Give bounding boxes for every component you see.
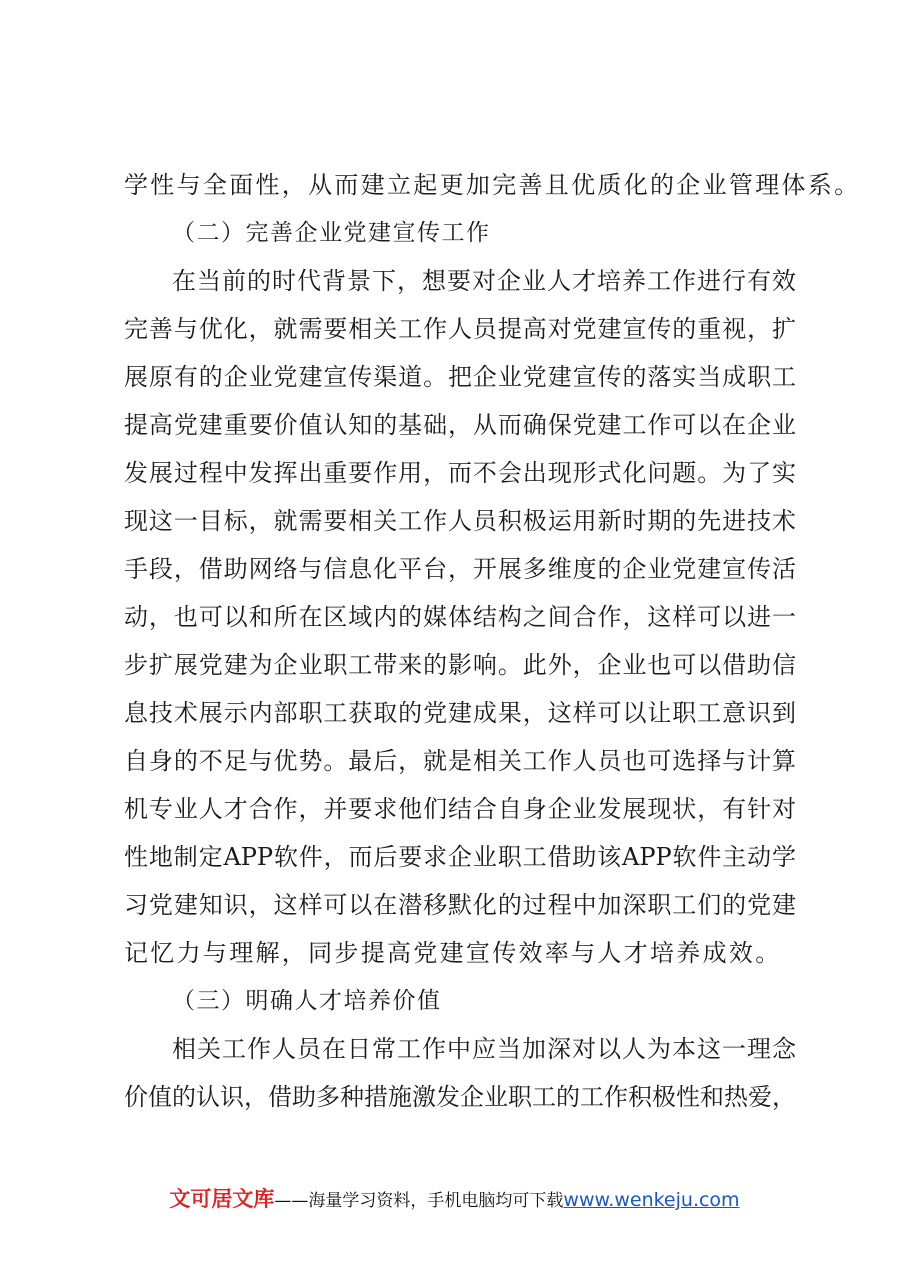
paragraph-line: 相关工作人员在日常工作中应当加深对以人为本这一理念	[172, 1035, 796, 1063]
footer-slogan: ——海量学习资料，手机电脑均可下载	[274, 1191, 564, 1211]
paragraph-line: 在当前的时代背景下，想要对企业人才培养工作进行有效	[172, 267, 796, 295]
paragraph-line: 机专业人才合作，并要求他们结合自身企业发展现状，有针对	[124, 795, 796, 823]
section-heading: （三）明确人才培养价值	[172, 988, 442, 1014]
paragraph-line: 提高党建重要价值认知的基础，从而确保党建工作可以在企业	[124, 411, 796, 439]
paragraph-line: 学性与全面性，从而建立起更加完善且优质化的企业管理体系。	[124, 171, 861, 199]
website-link[interactable]: www.wenkeju.com	[563, 1189, 740, 1211]
paragraph-line: 发展过程中发挥出重要作用，而不会出现形式化问题。为了实	[124, 459, 796, 487]
paragraph-line: 记忆力与理解，同步提高党建宣传效率与人才培养成效。	[124, 939, 782, 967]
footer-banner	[0, 1183, 909, 1213]
paragraph-line: 价值的认识，借助多种措施激发企业职工的工作积极性和热爱，	[124, 1083, 796, 1111]
paragraph-line: 手段，借助网络与信息化平台，开展多维度的企业党建宣传活	[124, 555, 796, 583]
paragraph-line: 性地制定APP软件，而后要求企业职工借助该APP软件主动学	[124, 843, 796, 871]
paragraph-line: 习党建知识，这样可以在潜移默化的过程中加深职工们的党建	[124, 891, 796, 919]
paragraph-line: 完善与优化，就需要相关工作人员提高对党建宣传的重视，扩	[124, 315, 796, 343]
paragraph-line: 自身的不足与优势。最后，就是相关工作人员也可选择与计算	[124, 747, 796, 775]
paragraph-line: 动，也可以和所在区域内的媒体结构之间合作，这样可以进一	[124, 603, 796, 631]
paragraph-line: 展原有的企业党建宣传渠道。把企业党建宣传的落实当成职工	[124, 363, 796, 391]
paragraph-line: 现这一目标，就需要相关工作人员积极运用新时期的先进技术	[124, 507, 796, 535]
paragraph-line: 息技术展示内部职工获取的党建成果，这样可以让职工意识到	[124, 699, 796, 727]
paragraph-line: 步扩展党建为企业职工带来的影响。此外，企业也可以借助信	[124, 651, 796, 679]
brand-name: 文可居文库	[169, 1187, 275, 1211]
section-heading: （二）完善企业党建宣传工作	[172, 220, 491, 246]
